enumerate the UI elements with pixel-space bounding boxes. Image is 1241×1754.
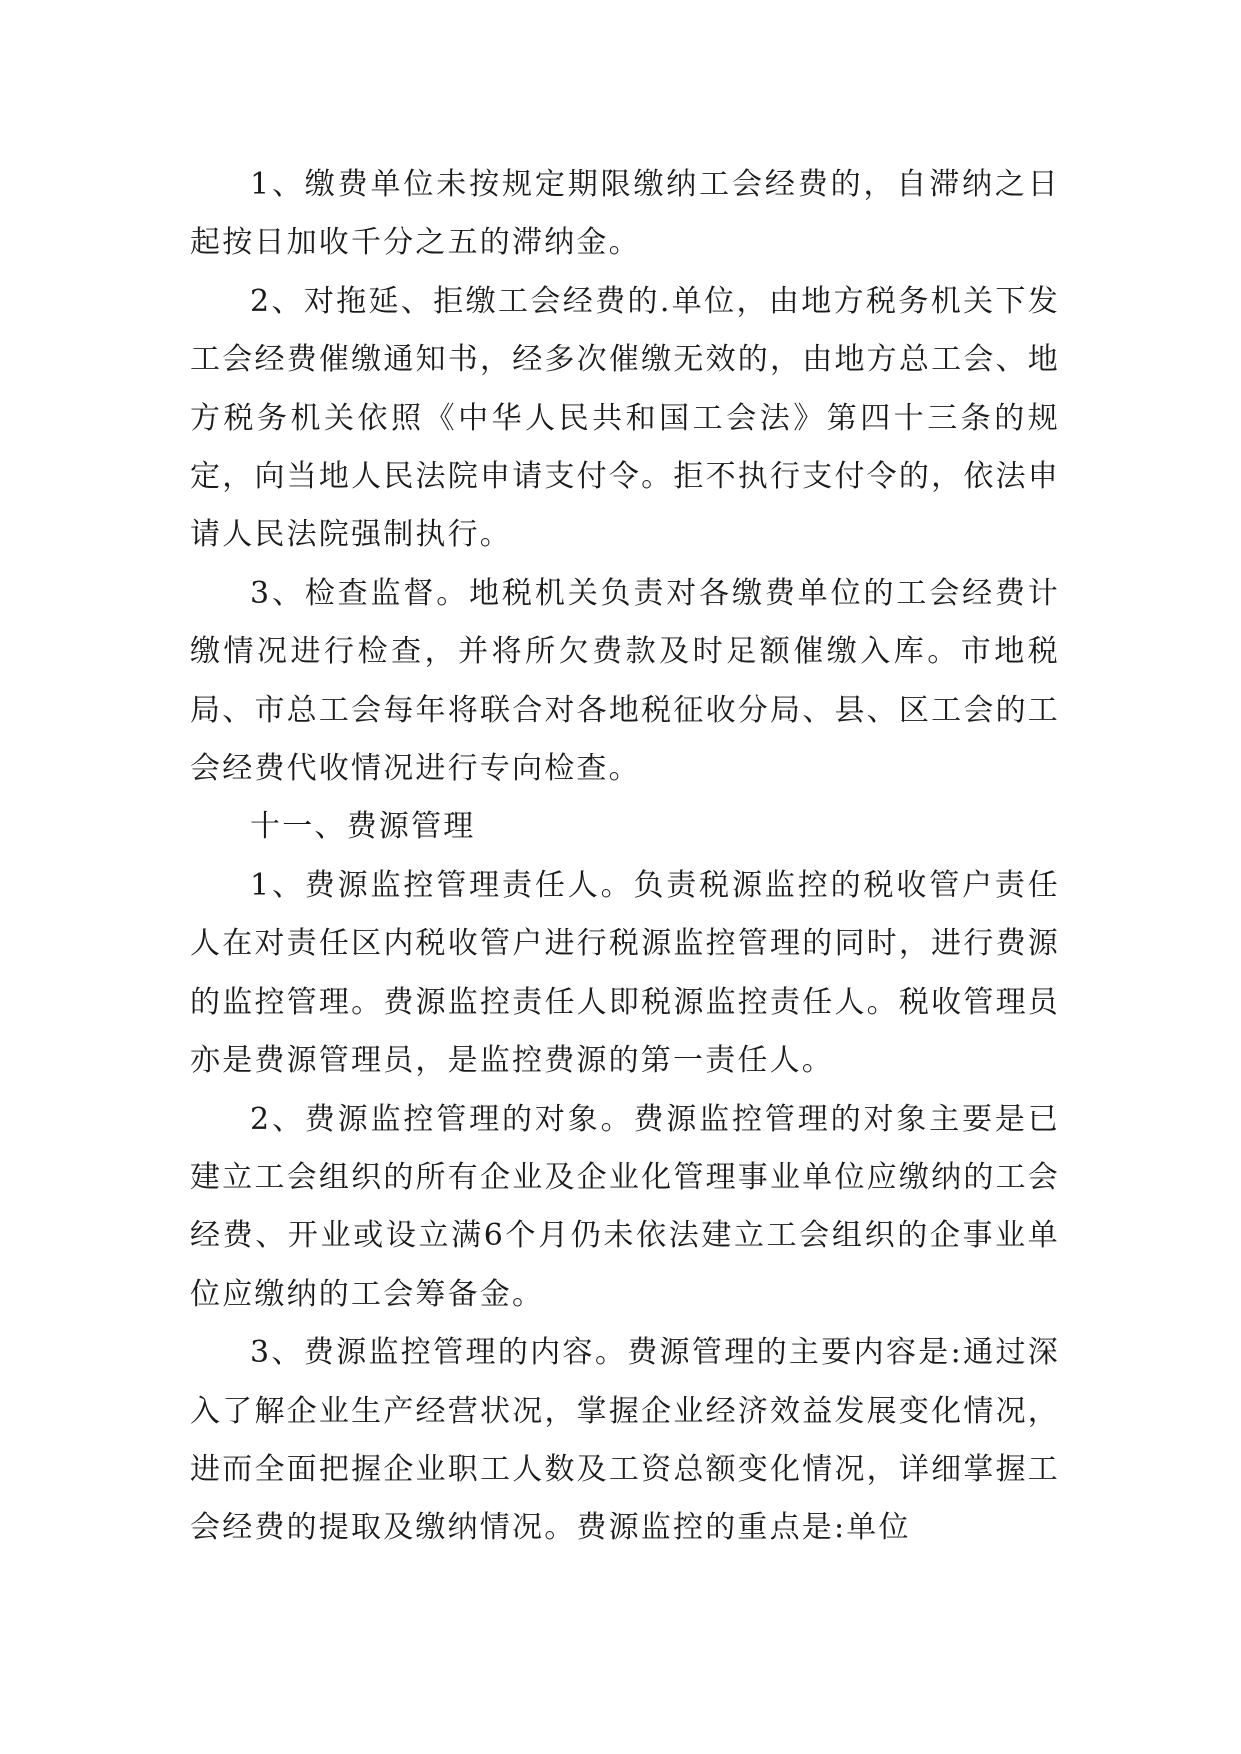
paragraph-monitoring-content: 3、费源监控管理的内容。费源管理的主要内容是:通过深入了解企业生产经营状况，掌握企业经济效益发展变化情况，进而全面把握企业职工人数及工资总额变化情况，详细掌握工会经费的提取及缴纳情况。费源监控的重点是:单位 [190, 1335, 1060, 1546]
paragraph-payment-order: 2、对拖延、拒缴工会经费的.单位，由地方税务机关下发工会经费催缴通知书，经多次催缴无效的，由地方总工会、地方税务机关依照《中华人民共和国工会法》第四十三条的规定，向当地人民法院申请支付令。拒不执行支付令的，依法申请人民法院强制执行。 [190, 283, 1060, 553]
paragraph-inspection-supervision: 3、检查监督。地税机关负责对各缴费单位的工会经费计缴情况进行检查，并将所欠费款及时足额催缴入库。市地税局、市总工会每年将联合对各地税征收分局、县、区工会的工会经费代收情况进行专向检查。 [190, 575, 1060, 787]
document-body [190, 156, 1060, 1558]
section-heading-fee-source-management: 十一、费源管理 [250, 809, 476, 845]
paragraph-responsible-person: 1、费源监控管理责任人。负责税源监控的税收管户责任人在对责任区内税收管户进行税源监控管理的同时，进行费源的监控管理。费源监控责任人即税源监控责任人。税收管理员亦是费源管理员，是监控费源的第一责任人。 [190, 867, 1060, 1079]
paragraph-late-payment-fee: 1、缴费单位未按规定期限缴纳工会经费的，自滞纳之日起按日加收千分之五的滞纳金。 [190, 167, 1060, 261]
paragraph-monitoring-objects: 2、费源监控管理的对象。费源监控管理的对象主要是已建立工会组织的所有企业及企业化管理事业单位应缴纳的工会经费、开业或设立满6个月仍未依法建立工会组织的企事业单位应缴纳的工会筹备金。 [190, 1101, 1060, 1312]
